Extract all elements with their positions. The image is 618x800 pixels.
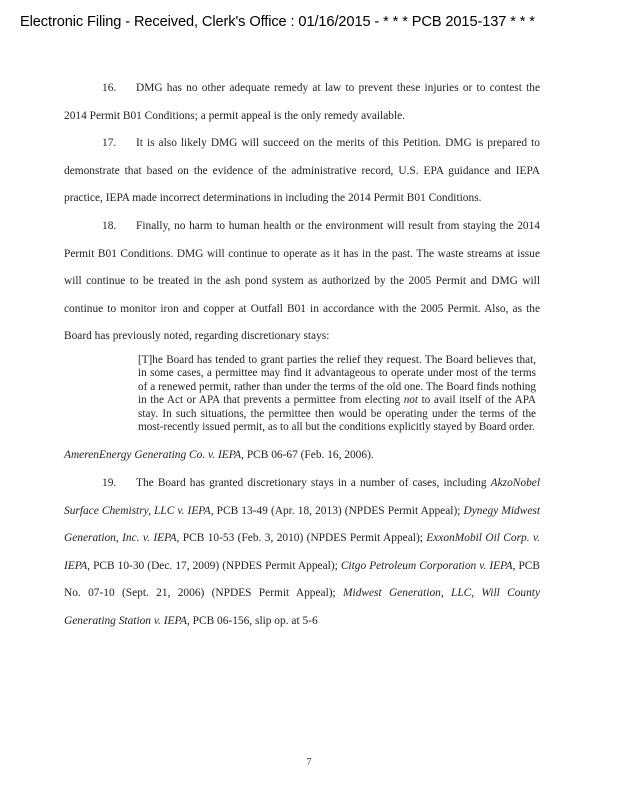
quote-text: [T]he Board has tended to grant parties the relief they request. The Board believes that, in some cases, a permittee may find it advantageous to operate under most of the terms of a renewed permit, rather than under the terms of the old one. The Board finds nothing in the Act or APA that prevents a permittee from electing	[138, 353, 536, 407]
paragraph-16	[64, 75, 540, 130]
paragraph-number: 17.	[102, 137, 117, 150]
paragraph-19	[64, 470, 540, 636]
paragraph-18	[64, 213, 540, 351]
case-name: ExxonMobil Oil Corp. v. IEPA	[64, 532, 541, 572]
citation-text: , PCB No. 07-10 (Sept. 21, 2006) (NPDES Permit Appeal);	[64, 559, 541, 600]
citation-text: , PCB 06-67 (Feb. 16, 2006).	[241, 449, 374, 462]
citation-text: , PCB 06-156, slip op. at 5-6	[186, 614, 318, 627]
paragraph-number: 18.	[102, 219, 117, 232]
paragraph-number: 19.	[102, 476, 117, 489]
citation-text: , PCB 10-53 (Feb. 3, 2010) (NPDES Permit Appeal);	[176, 532, 427, 545]
case-name: Dynegy Midwest Generation, Inc. v. IEPA	[64, 504, 540, 545]
citation-text: , PCB 10-30 (Dec. 17, 2009) (NPDES Permit Appeal);	[87, 559, 341, 572]
block-quote	[138, 354, 536, 434]
paragraph-text: DMG has no other adequate remedy at law to prevent these injuries or to contest the 2014 Permit B01 Conditions; a permit appeal is the only remedy available.	[64, 82, 540, 122]
case-name: AmerenEnergy Generating Co. v. IEPA	[64, 449, 242, 462]
case-name: Midwest Generation, LLC, Will County Generating Station v. IEPA	[64, 587, 541, 627]
paragraph-text: Finally, no harm to human health or the environment will result from staying the 2014 Permit B01 Conditions. DMG will continue to operate as it has in the past. The waste streams at issue will continue to be treated in the ash pond system as authorized by the 2005 Permit and DMG will continue to monitor iron and copper at Outfall B01 in accordance with the 2005 Permit. Also, as the Board has previously noted, regarding discretionary stays:	[64, 219, 540, 343]
quote-emphasis: not	[403, 394, 418, 407]
filing-header: Electronic Filing - Received, Clerk's Office : 01/16/2015 - * * * PCB 2015-137 * * *	[20, 14, 535, 30]
citation-text: , PCB 13-49 (Apr. 18, 2013) (NPDES Permit Appeal);	[210, 504, 464, 517]
document-body	[64, 75, 540, 636]
paragraph-text: It is also likely DMG will succeed on the merits of this Petition. DMG is prepared to demonstrate that based on the evidence of the administrative record, U.S. EPA guidance and IEPA practice, IEPA made incorrect determinations in including the 2014 Permit B01 Conditions.	[64, 137, 540, 205]
page-number: 7	[306, 757, 312, 768]
case-name: Citgo Petroleum Corporation v. IEPA	[340, 559, 513, 572]
case-name: AkzoNobel Surface Chemistry, LLC v. IEPA	[64, 476, 540, 517]
paragraph-17	[64, 130, 540, 213]
citation	[64, 442, 540, 470]
paragraph-number: 16.	[102, 82, 117, 94]
paragraph-text: The Board has granted discretionary stays in a number of cases, including	[136, 476, 491, 489]
quote-text: to avail itself of the APA stay. In such situations, the permittee then would be operating under the terms of the most-recently issued permit, as to all but the conditions explicitly stayed by Board order.	[138, 394, 536, 433]
